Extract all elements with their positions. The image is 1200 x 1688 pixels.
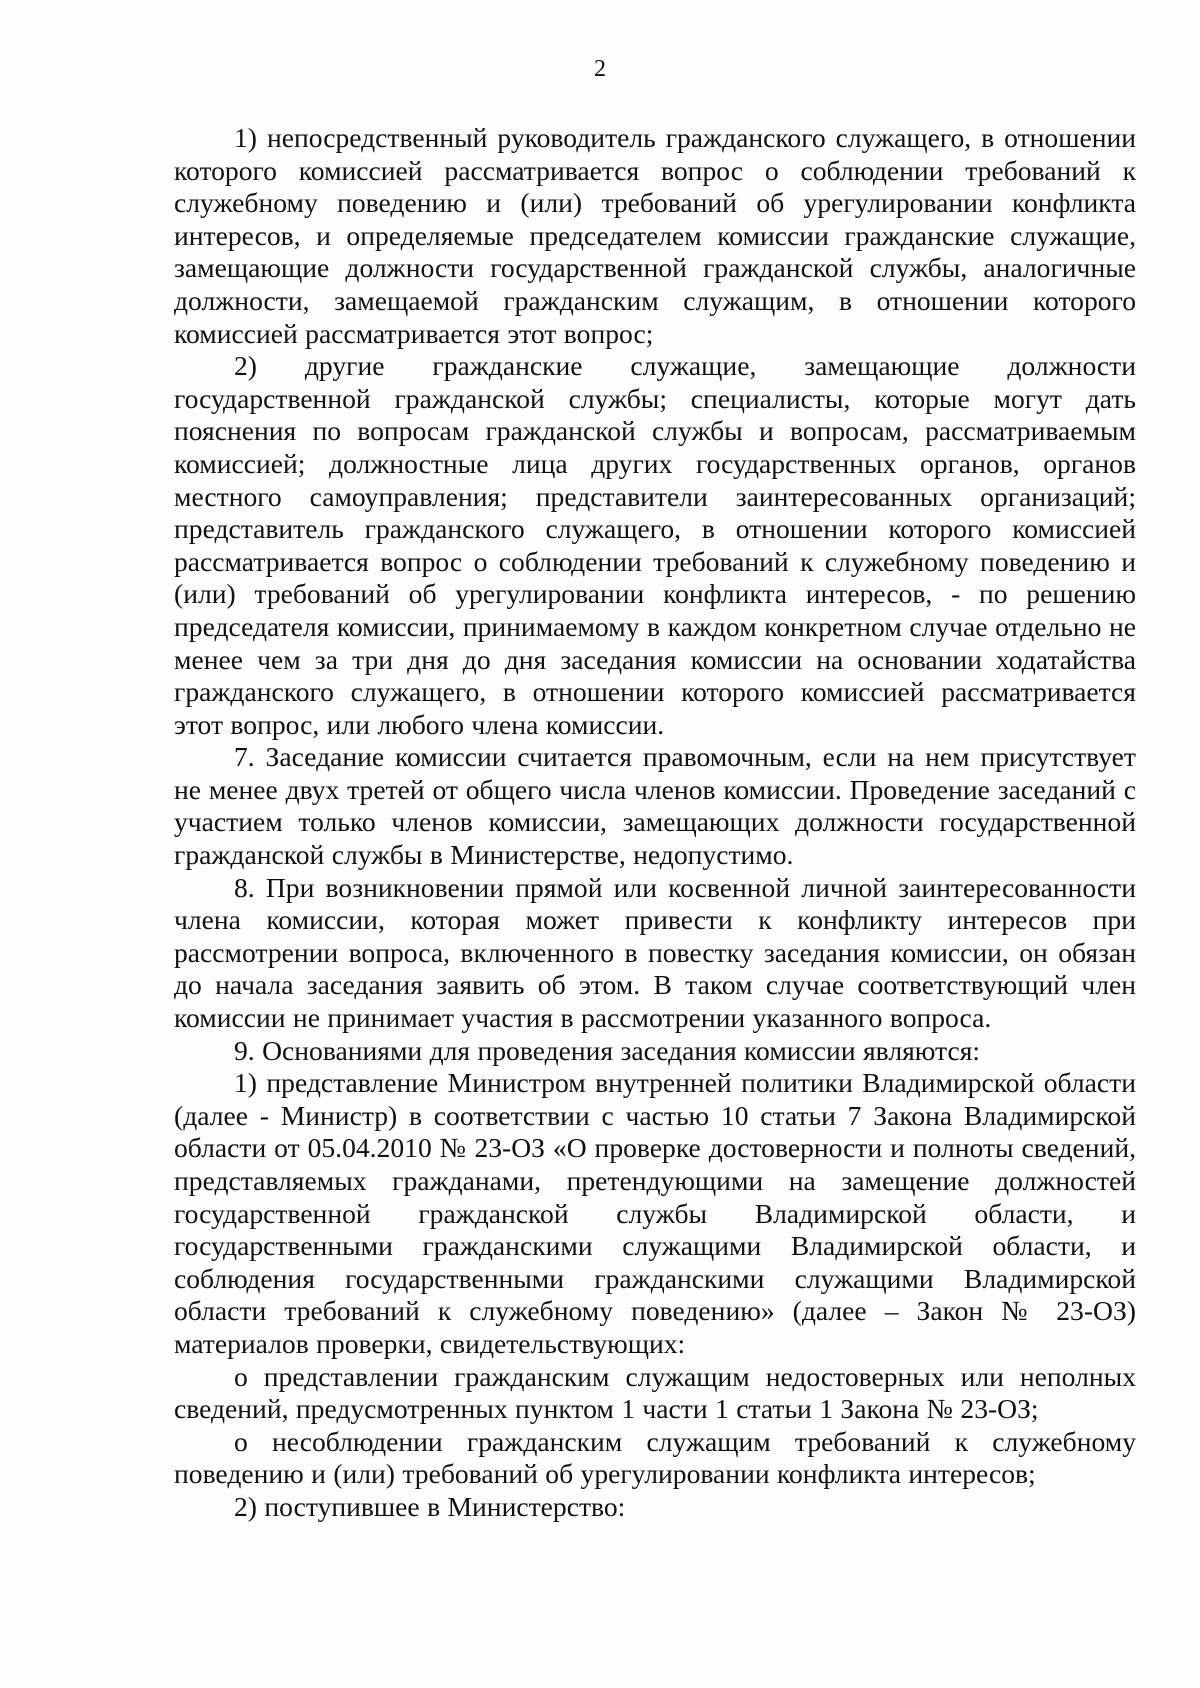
paragraph-item-2-other-participants: 2) другие гражданские служащие, замещающие должности государственной гражданской службы; специалисты, которые могут дать пояснения по вопросам гражданской службы и вопросам, рассматриваемым комиссией; должностные лица других государственных органов, органов местного самоуправления; представители заинтересованных организаций; представитель гражданского служащего, в отношении которого комиссией рассматривается вопрос о соблюдении требований к служебному поведению и (или) требований об урегулировании конфликта интересов, - по решению председателя комиссии, принимаемому в каждом конкретном случае отдельно не менее чем за три дня до дня заседания комиссии на основании ходатайства гражданского служащего, в отношении которого комиссией рассматривается этот вопрос, или любого члена комиссии.	[174, 350, 1136, 740]
document-body	[174, 122, 1136, 1524]
paragraph-section-9-grounds: 9. Основаниями для проведения заседания комиссии являются:	[234, 1034, 981, 1066]
paragraph-section-7-quorum: 7. Заседание комиссии считается правомочным, если на нем присутствует не менее двух третей от общего числа членов комиссии. Проведение заседаний с участием только членов комиссии, замещающих должности государственной гражданской службы в Министерстве, недопустимо.	[174, 741, 1136, 871]
paragraph-section-8-conflict-of-interest: 8. При возникновении прямой или косвенной личной заинтересованности члена комиссии, которая может привести к конфликту интересов при рассмотрении вопроса, включенного в повестку заседания комиссии, он обязан до начала заседания заявить об этом. В таком случае соответствующий член комиссии не принимает участия в рассмотрении указанного вопроса.	[174, 871, 1136, 1034]
paragraph-grounds-item-1: 1) представление Министром внутренней политики Владимирской области (далее - Министр) в соответствии с частью 10 статьи 7 Закона Владимирской области от 05.04.2010 № 23-ОЗ «О проверке достоверности и полноты сведений, представляемых гражданами, претендующими на замещение должностей государственной гражданской службы Владимирской области, и государственными гражданскими служащими Владимирской области, и соблюдения государственными гражданскими служащими Владимирской области требований к служебному поведению» (далее – Закон № 23-ОЗ) материалов проверки, свидетельствующих:	[174, 1067, 1136, 1359]
paragraph-grounds-inaccurate-info: о представлении гражданским служащим недостоверных или неполных сведений, предусмотренных пунктом 1 части 1 статьи 1 Закона № 23-ОЗ;	[174, 1360, 1136, 1425]
paragraph-grounds-item-2: 2) поступившее в Министерство:	[234, 1490, 626, 1522]
paragraph-grounds-noncompliance: о несоблюдении гражданским служащим требований к служебному поведению и (или) требований об урегулировании конфликта интересов;	[174, 1425, 1136, 1490]
page-number: 2	[594, 56, 606, 82]
paragraph-item-1-direct-supervisor: 1) непосредственный руководитель гражданского служащего, в отношении которого комиссией рассматривается вопрос о соблюдении требований к служебному поведению и (или) требований об урегулировании конфликта интересов, и определяемые председателем комиссии гражданские служащие, замещающие должности государственной гражданской службы, аналогичные должности, замещаемой гражданским служащим, в отношении которого комиссией рассматривается этот вопрос;	[174, 122, 1136, 349]
